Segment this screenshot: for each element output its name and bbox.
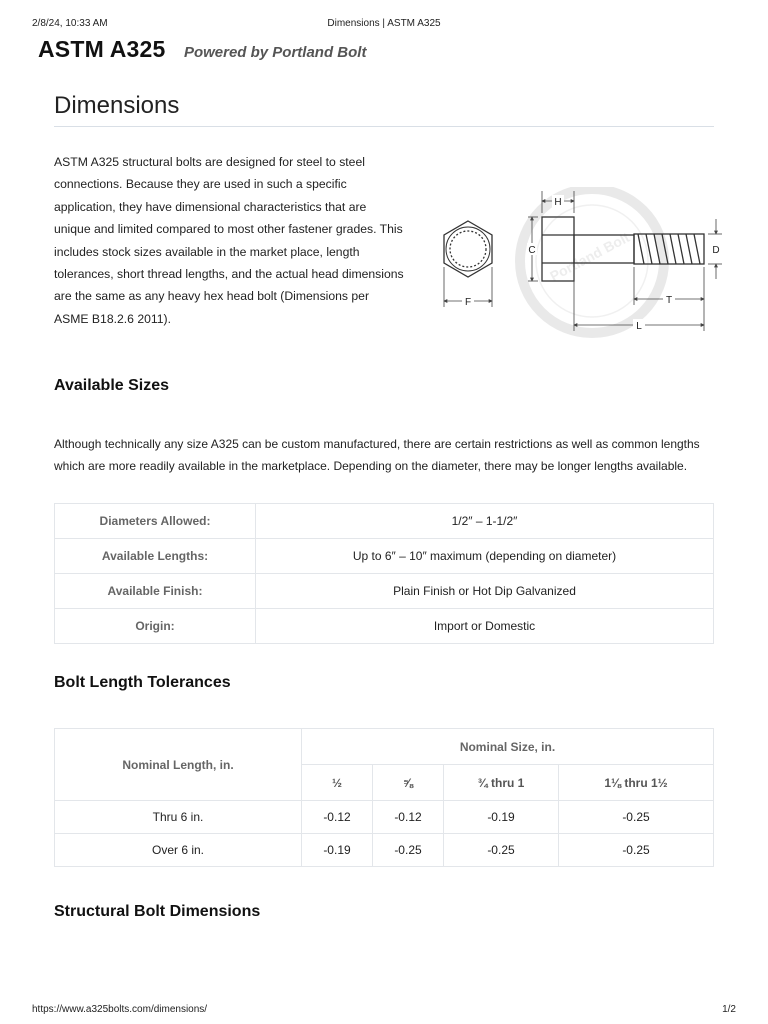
structural-bolt-dimensions-heading: Structural Bolt Dimensions bbox=[54, 903, 261, 920]
intro-section bbox=[54, 151, 720, 361]
page-title: Dimensions bbox=[54, 92, 714, 127]
row-value: Up to 6″ – 10″ maximum (depending on diameter) bbox=[256, 539, 714, 574]
size-header: ⅝ bbox=[373, 765, 444, 801]
row-value: Plain Finish or Hot Dip Galvanized bbox=[256, 574, 714, 609]
bolt-length-tolerances-table bbox=[54, 728, 714, 867]
length-cell: Over 6 in. bbox=[55, 834, 302, 867]
nominal-length-header: Nominal Length, in. bbox=[55, 729, 302, 801]
tolerances-heading: Bolt Length Tolerances bbox=[54, 674, 231, 691]
tolerance-cell: -0.25 bbox=[444, 834, 559, 867]
label-d: D bbox=[712, 245, 720, 256]
table-row bbox=[55, 834, 714, 867]
tolerance-cell: -0.12 bbox=[302, 801, 373, 834]
size-header: 1⅛ thru 1½ bbox=[559, 765, 714, 801]
site-title[interactable]: ASTM A325 bbox=[38, 36, 166, 62]
tolerance-cell: -0.25 bbox=[373, 834, 444, 867]
row-label: Diameters Allowed: bbox=[55, 504, 256, 539]
hex-head-end-view bbox=[444, 221, 492, 277]
row-value: Import or Domestic bbox=[256, 609, 714, 644]
size-header: ½ bbox=[302, 765, 373, 801]
main-content bbox=[54, 92, 720, 921]
available-sizes-heading: Available Sizes bbox=[54, 377, 170, 394]
label-l: L bbox=[636, 321, 642, 332]
label-h: H bbox=[554, 197, 562, 208]
svg-text:Portland Bolt: Portland Bolt bbox=[547, 228, 633, 285]
intro-paragraph: ASTM A325 structural bolts are designed for steel to steel connections. Because they are used in such a specific application, they have dimensional characteristics that are unique and limited compared to most other fastener grades. This includes stock sizes available in the market place, length tolerances, short thread lengths, and the actual head dimensions are the same as any heavy hex head bolt (Dimensions per ASME B18.2.6 2011). bbox=[54, 155, 404, 326]
label-t: T bbox=[665, 295, 673, 306]
row-value: 1/2″ – 1-1/2″ bbox=[256, 504, 714, 539]
length-cell: Thru 6 in. bbox=[55, 801, 302, 834]
print-page-number: 1/2 bbox=[722, 1004, 736, 1015]
table-row bbox=[55, 574, 714, 609]
table-row bbox=[55, 609, 714, 644]
label-f: F bbox=[464, 297, 472, 308]
available-sizes-intro: Although technically any size A325 can be custom manufactured, there are certain restrictions as well as common lengths which are more readily available in the marketplace. Depending on the diameter, there may be longer lengths available. bbox=[54, 437, 700, 473]
print-timestamp: 2/8/24, 10:33 AM bbox=[32, 18, 108, 29]
site-brand[interactable] bbox=[38, 36, 366, 63]
print-url: https://www.a325bolts.com/dimensions/ bbox=[32, 1004, 208, 1015]
tolerance-cell: -0.19 bbox=[302, 834, 373, 867]
tolerance-cell: -0.25 bbox=[559, 801, 714, 834]
tolerance-cell: -0.12 bbox=[373, 801, 444, 834]
tolerance-cell: -0.25 bbox=[559, 834, 714, 867]
available-sizes-table bbox=[54, 503, 714, 644]
nominal-size-header: Nominal Size, in. bbox=[302, 729, 714, 765]
table-row bbox=[55, 504, 714, 539]
print-page-title: Dimensions | ASTM A325 bbox=[327, 18, 441, 29]
row-label: Available Finish: bbox=[55, 574, 256, 609]
table-row bbox=[55, 801, 714, 834]
row-label: Available Lengths: bbox=[55, 539, 256, 574]
row-label: Origin: bbox=[55, 609, 256, 644]
tolerance-cell: -0.19 bbox=[444, 801, 559, 834]
table-header-row bbox=[55, 729, 714, 765]
label-c: C bbox=[528, 245, 536, 256]
site-tagline: Powered by Portland Bolt bbox=[183, 44, 367, 61]
table-row bbox=[55, 539, 714, 574]
size-header: ¾ thru 1 bbox=[444, 765, 559, 801]
bolt-dimension-diagram bbox=[432, 187, 722, 347]
